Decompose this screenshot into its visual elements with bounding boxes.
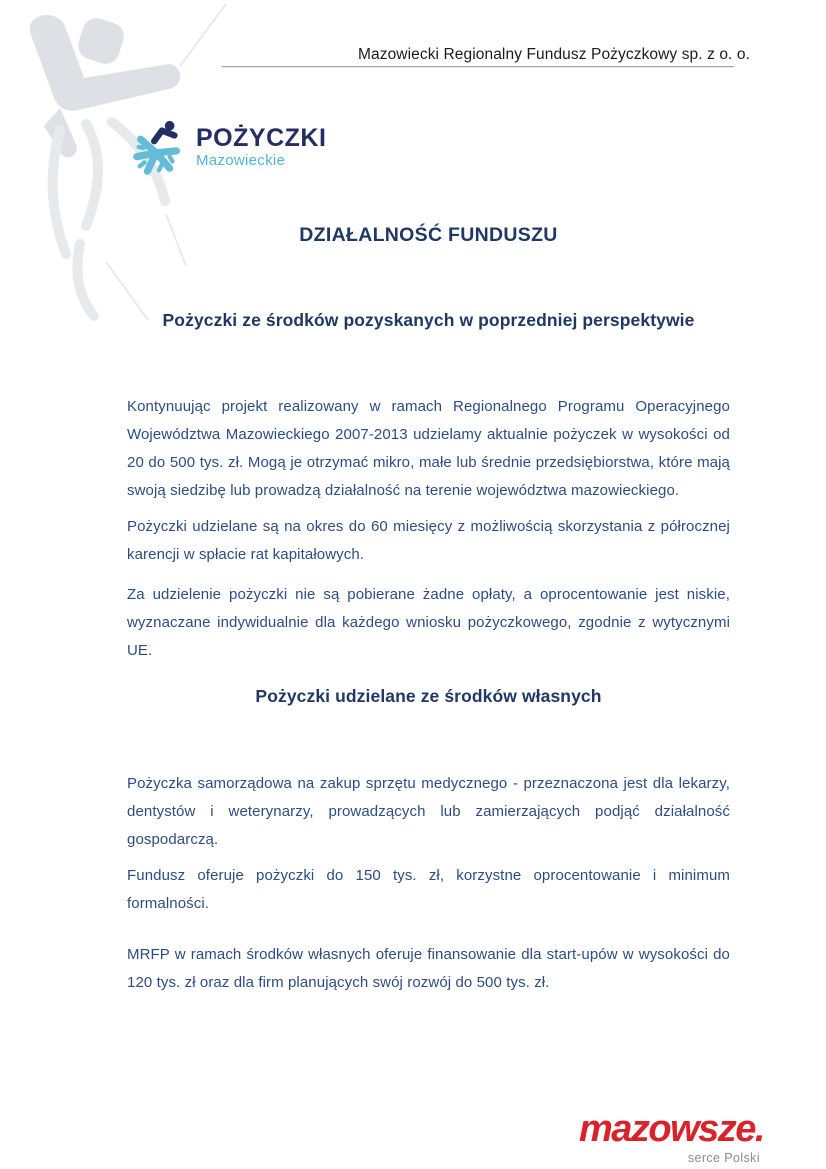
header-rule bbox=[222, 66, 734, 67]
snowflake-person-icon bbox=[130, 117, 188, 177]
pozyczki-mazowieckie-logo bbox=[130, 117, 326, 177]
paragraph: Fundusz oferuje pożyczki do 150 tys. zł, korzystne oprocentowanie i minimum formalności. bbox=[127, 867, 730, 912]
logo-text bbox=[196, 125, 326, 168]
logo-title: POŻYCZKI bbox=[196, 124, 327, 153]
mazowsze-logo bbox=[579, 1110, 764, 1165]
document-title: DZIAŁALNOŚĆ FUNDUSZU bbox=[299, 224, 558, 246]
section-heading-previous-perspective: Pożyczki ze środków pozyskanych w poprzedniej perspektywie bbox=[162, 310, 695, 330]
paragraph: MRFP w ramach środków własnych oferuje finansowanie dla start-upów w wysokości do 120 tys. zł oraz dla firm planujących swój rozwój do 500 tys. zł. bbox=[127, 946, 730, 991]
paragraph: Za udzielenie pożyczki nie są pobierane żadne opłaty, a oprocentowanie jest niskie, wyznaczane indywidualnie dla każdego wniosku pożyczkowego, zgodnie z wytycznymi UE. bbox=[127, 586, 730, 659]
section-heading-own-funds: Pożyczki udzielane ze środków własnych bbox=[255, 686, 602, 706]
mazowsze-tagline: serce Polski bbox=[687, 1150, 760, 1165]
paragraph: Pożyczki udzielane są na okres do 60 miesięcy z możliwością skorzystania z półrocznej karencji w spłacie rat kapitałowych. bbox=[127, 518, 730, 563]
paragraph: Kontynuując projekt realizowany w ramach Regionalnego Programu Operacyjnego Województwa Mazowieckiego 2007-2013 udzielamy aktualnie pożyczek w wysokości od 20 do 500 tys. zł. Mogą je otrzymać mikro, małe lub średnie przedsiębiorstwa, które mają swoją siedzibę lub prowadzą działalność na terenie województwa mazowieckiego. bbox=[127, 398, 730, 499]
header-company-name: Mazowiecki Regionalny Fundusz Pożyczkowy sp. z o. o. bbox=[357, 46, 750, 63]
mazowsze-brand-text: mazowsze. bbox=[578, 1108, 764, 1150]
logo-region: Mazowieckie bbox=[196, 151, 286, 169]
paragraph: Pożyczka samorządowa na zakup sprzętu medycznego - przeznaczona jest dla lekarzy, dentystów i weterynarzy, prowadzących lub zamierzających podjąć działalność gospodarczą. bbox=[127, 775, 730, 848]
